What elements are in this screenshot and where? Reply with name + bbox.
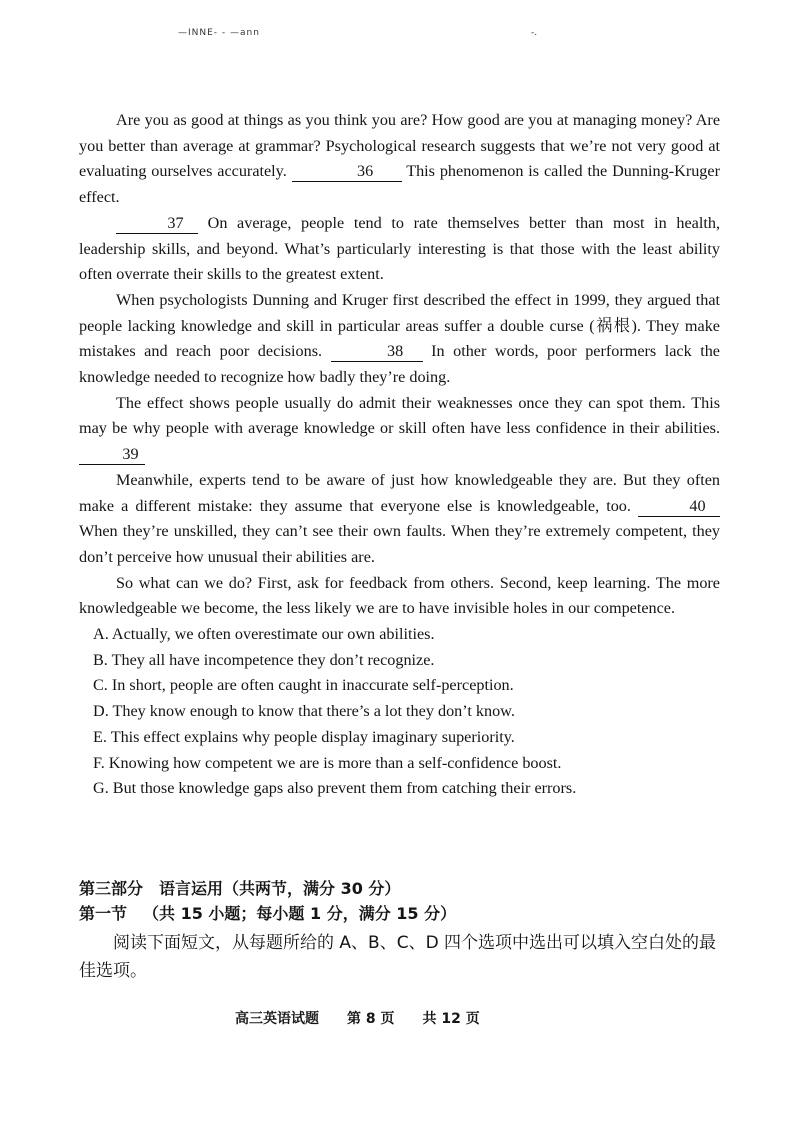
section-1-label: 第一节 [79, 904, 128, 923]
option-d: D. They know enough to know that there’s a lot they don’t know. [93, 702, 515, 721]
instructions: 阅读下面短文，从每题所给的 A、B、C、D 四个选项中选出可以填入空白处的最佳选项。 [79, 933, 717, 981]
header-scrawl: —INNE- - —ann [178, 28, 260, 38]
blank-36: 36 [292, 162, 402, 182]
passage [79, 108, 720, 802]
option-a: A. Actually, we often overestimate our own abilities. [93, 625, 435, 644]
blank-38: 38 [331, 342, 423, 362]
blank-39: 39 [79, 445, 145, 465]
paragraph-3: When psychologists Dunning and Kruger first described the effect in 1999, they argued that people lacking knowledge and skill in particular areas suffer a double curse (祸根). They make mistakes and reach poor decisions. 38 In other words, poor performers lack the knowledge needed to recognize how badly they’re doing. [79, 290, 720, 387]
blank-37: 37 [116, 214, 198, 234]
header-mark: -. [531, 28, 538, 38]
paragraph-6: So what can we do? First, ask for feedback from others. Second, keep learning. The more knowledgeable we become, the less likely we are to have invisible holes in our competence. [79, 573, 720, 618]
paragraph-4: The effect shows people usually do admit their weaknesses once they can spot them. This may be why people with average knowledge or skill often have less confidence in their abilities. 39 [79, 393, 720, 464]
page-footer: 高三英语试题 第 8 页 共 12 页 [235, 1011, 480, 1027]
section-1-heading [79, 903, 456, 925]
section-3-heading: 第三部分 语言运用（共两节，满分 30 分） [79, 879, 401, 898]
option-list [79, 622, 720, 802]
option-b: B. They all have incompetence they don’t recognize. [93, 650, 435, 669]
blank-40: 40 [638, 497, 720, 517]
section-1-info: （共 15 小题；每小题 1 分，满分 15 分） [143, 904, 457, 923]
option-c: C. In short, people are often caught in inaccurate self-perception. [93, 676, 514, 695]
option-e: E. This effect explains why people display imaginary superiority. [93, 727, 515, 746]
paragraph-5: Meanwhile, experts tend to be aware of just how knowledgeable they are. But they often make a different mistake: they assume that everyone else is knowledgeable, too. 40 When they’re unskilled, they can’t see their own faults. When they’re extremely competent, they don’t perceive how unusual their abilities are. [79, 470, 720, 566]
paragraph-1: Are you as good at things as you think you are? How good are you at managing money? Are you better than average at grammar? Psychological research suggests that we’re not very good at evaluating ourselves accurately. 36 This phenomenon is called the Dunning-Kruger effect. [79, 111, 720, 207]
option-g: G. But those knowledge gaps also prevent them from catching their errors. [93, 779, 577, 798]
option-f: F. Knowing how competent we are is more than a self-confidence boost. [93, 753, 562, 772]
paragraph-2: 37 On average, people tend to rate themselves better than most in health, leadership skills, and beyond. What’s particularly interesting is that those with the least ability often overrate their skills to the greatest extent. [79, 213, 720, 284]
